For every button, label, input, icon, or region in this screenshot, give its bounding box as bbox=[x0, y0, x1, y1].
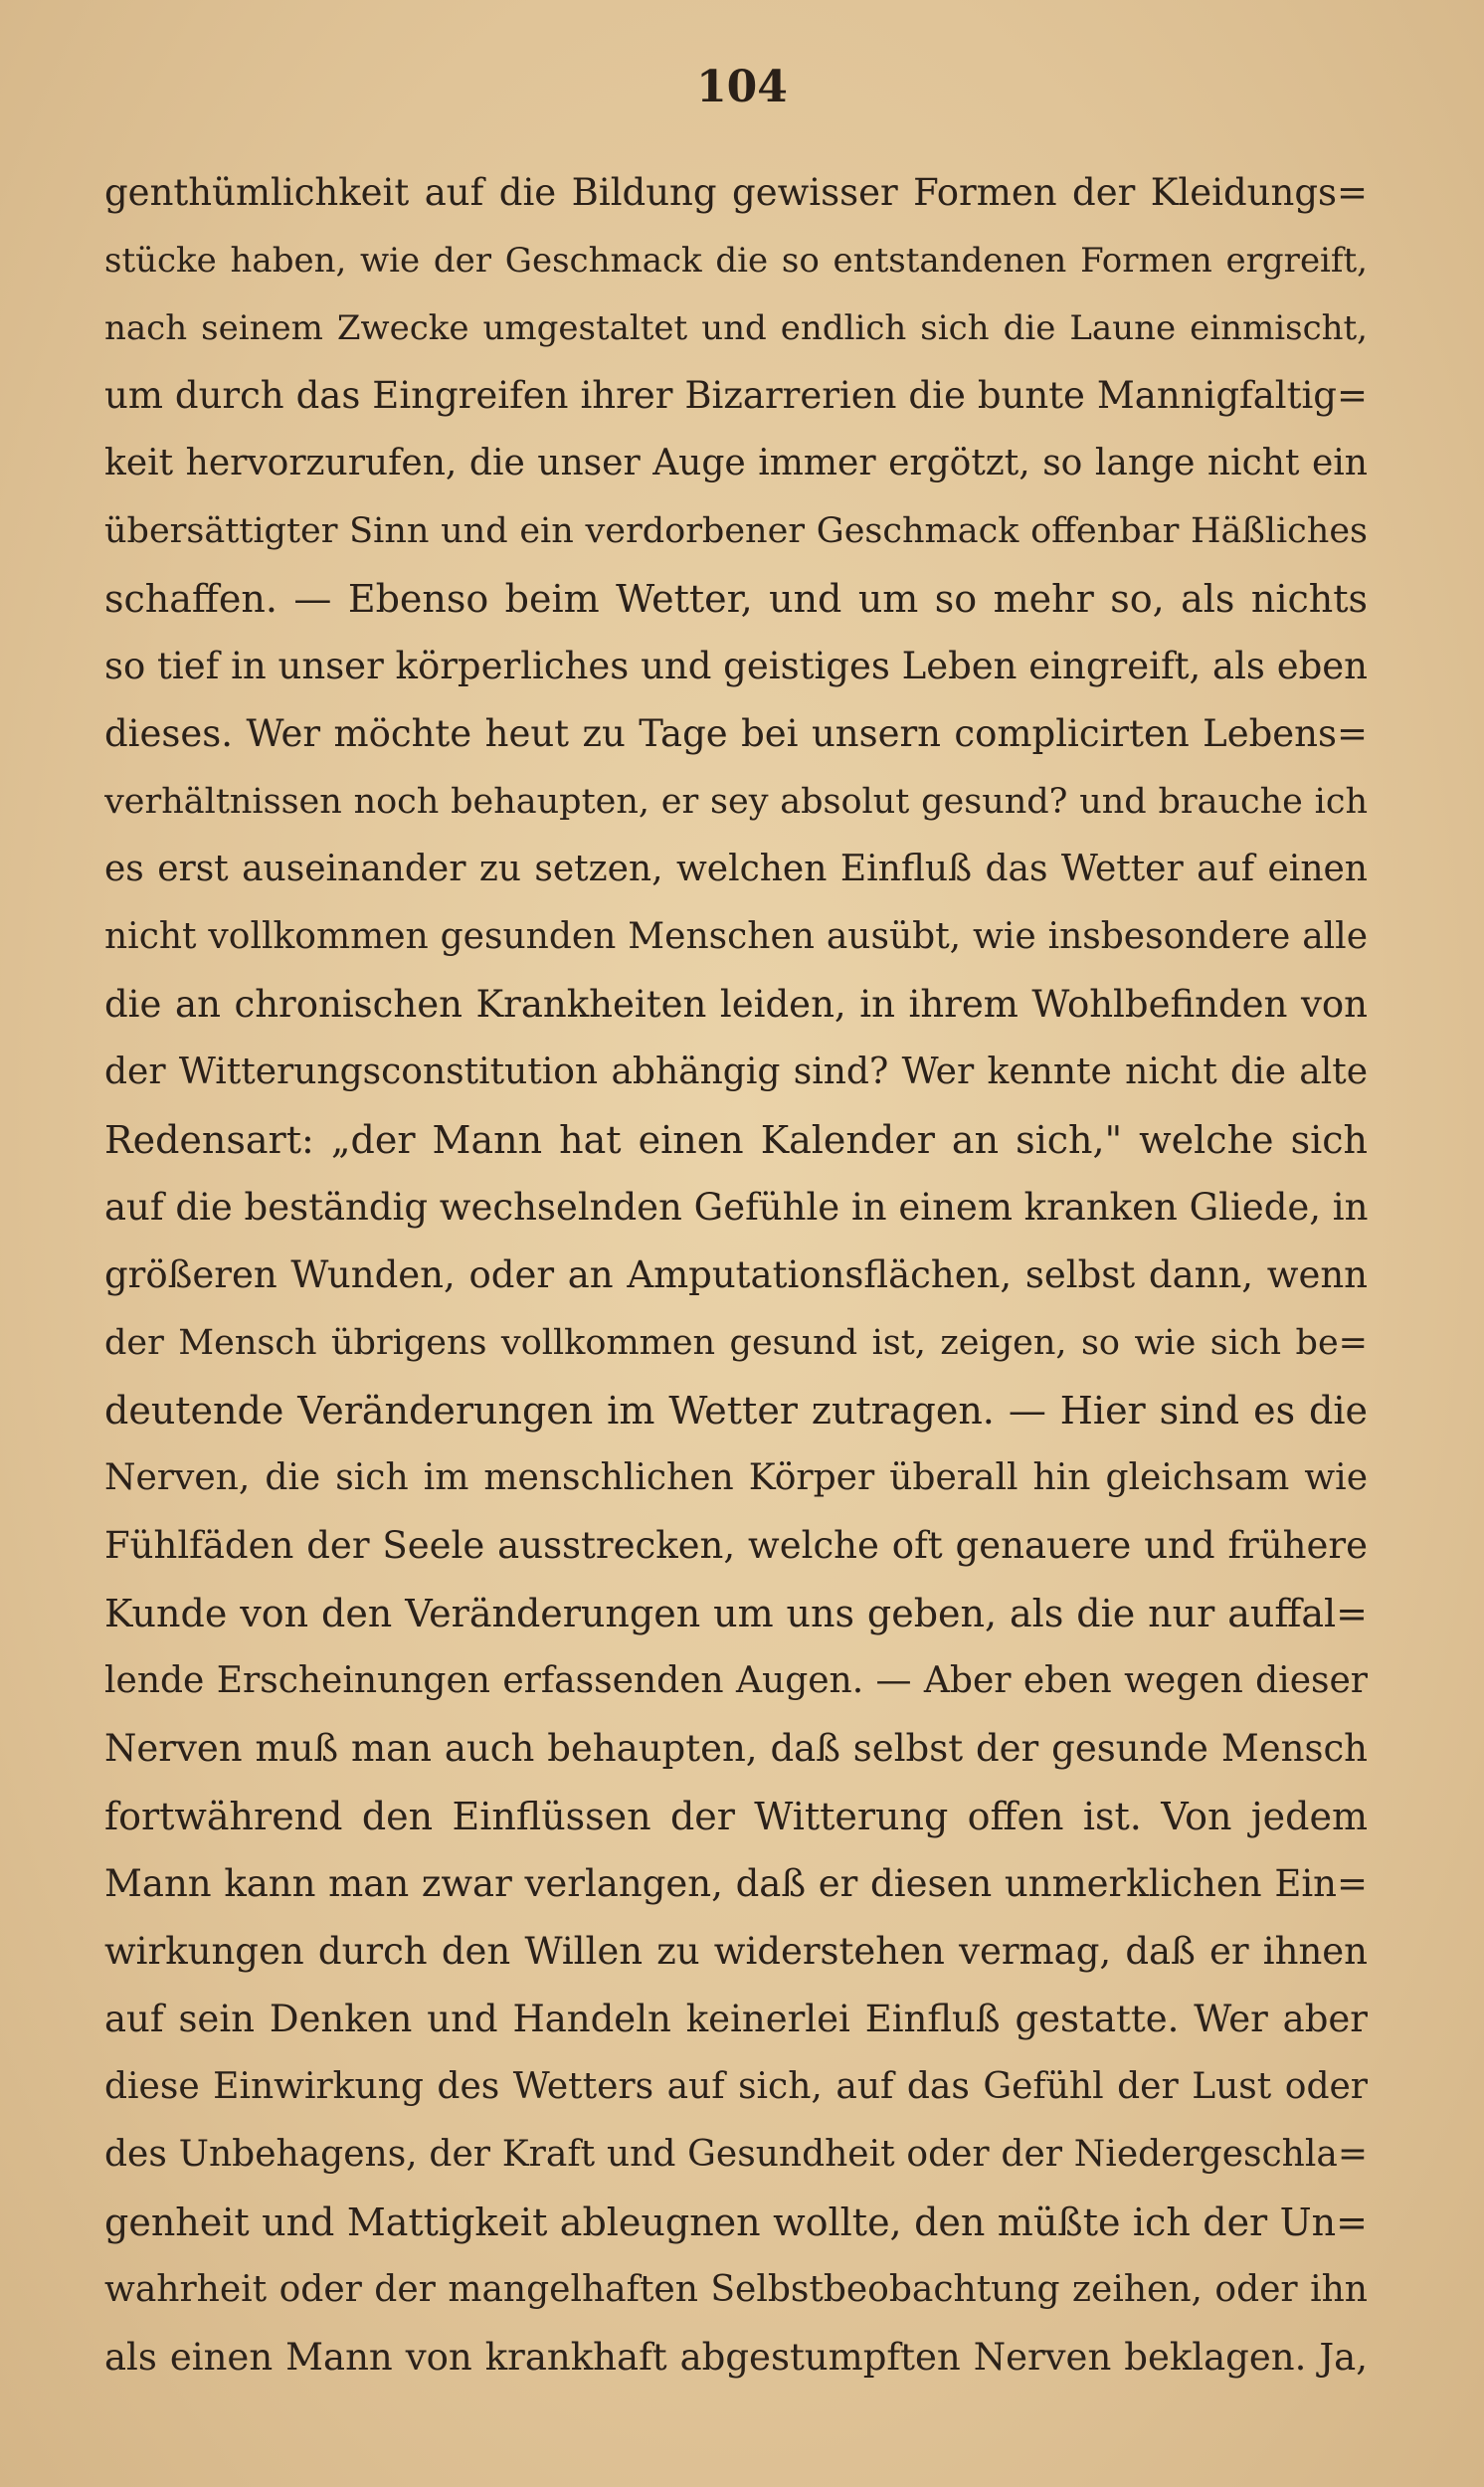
text-line: Redensart: „der Mann hat einen Kalender an sich," welche sich bbox=[104, 1118, 1368, 1162]
text-line: wahrheit oder der mangelhaften Selbstbeobachtung zeihen, oder ihn bbox=[104, 2269, 1368, 2310]
text-line: der Witterungsconstitution abhängig sind? Wer kennte nicht die alte bbox=[104, 1052, 1368, 1092]
text-line: nach seinem Zwecke umgestaltet und endlich sich die Laune einmischt, bbox=[104, 308, 1368, 348]
text-line: Mann kann man zwar verlangen, daß er diesen unmerklichen Ein= bbox=[104, 1862, 1368, 1905]
text-line: deutende Veränderungen im Wetter zutragen. — Hier sind es die bbox=[104, 1389, 1368, 1433]
text-line: stücke haben, wie der Geschmack die so entstandenen Formen ergreift, bbox=[104, 241, 1368, 281]
text-line: genheit und Mattigkeit ableugnen wollte, den müßte ich der Un= bbox=[104, 2200, 1368, 2244]
text-line: Fühlfäden der Seele ausstrecken, welche oft genauere und frühere bbox=[104, 1524, 1368, 1567]
text-line: diese Einwirkung des Wetters auf sich, auf das Gefühl der Lust oder bbox=[104, 2066, 1368, 2107]
text-line: auf sein Denken und Handeln keinerlei Einfluß gestatte. Wer aber bbox=[104, 1998, 1368, 2040]
text-line: es erst auseinander zu setzen, welchen Einfluß das Wetter auf einen bbox=[104, 849, 1368, 889]
text-line: dieses. Wer möchte heut zu Tage bei unsern complicirten Lebens= bbox=[104, 712, 1368, 755]
text-line: keit hervorzurufen, die unser Auge immer ergötzt, so lange nicht ein bbox=[104, 443, 1368, 483]
page-number: 104 bbox=[696, 62, 788, 112]
text-line: um durch das Eingreifen ihrer Bizarrerien die bunte Mannigfaltig= bbox=[104, 374, 1368, 417]
text-line: wirkungen durch den Willen zu widerstehen vermag, daß er ihnen bbox=[104, 1930, 1368, 1973]
text-line: die an chronischen Krankheiten leiden, in ihrem Wohlbefinden von bbox=[104, 983, 1368, 1026]
text-line: fortwährend den Einflüssen der Witterung offen ist. Von jedem bbox=[104, 1795, 1368, 1838]
text-line: schaffen. — Ebenso beim Wetter, und um so mehr so, als nichts bbox=[104, 577, 1368, 621]
text-line: übersättigter Sinn und ein verdorbener Geschmack offenbar Häßliches bbox=[104, 511, 1368, 551]
text-line: nicht vollkommen gesunden Menschen ausübt, wie insbesondere alle bbox=[104, 916, 1368, 957]
text-line: so tief in unser körperliches und geistiges Leben eingreift, als eben bbox=[104, 645, 1368, 687]
text-line: Kunde von den Veränderungen um uns geben, als die nur auffal= bbox=[104, 1592, 1368, 1635]
text-line: der Mensch übrigens vollkommen gesund ist, zeigen, so wie sich be= bbox=[104, 1323, 1368, 1363]
text-line: lende Erscheinungen erfassenden Augen. — Aber eben wegen dieser bbox=[104, 1660, 1368, 1701]
text-line: des Unbehagens, der Kraft und Gesundheit oder der Niedergeschla= bbox=[104, 2134, 1368, 2175]
text-line: verhältnissen noch behaupten, er sey absolut gesund? und brauche ich bbox=[104, 782, 1368, 822]
text-line: auf die beständig wechselnden Gefühle in einem kranken Gliede, in bbox=[104, 1186, 1368, 1229]
text-line: Nerven muß man auch behaupten, daß selbst der gesunde Mensch bbox=[104, 1727, 1368, 1770]
text-line: als einen Mann von krankhaft abgestumpften Nerven beklagen. Ja, bbox=[104, 2336, 1368, 2379]
text-line: genthümlichkeit auf die Bildung gewisser Formen der Kleidungs= bbox=[104, 171, 1368, 214]
body-text bbox=[104, 159, 1368, 2391]
text-line: Nerven, die sich im menschlichen Körper überall hin gleichsam wie bbox=[104, 1457, 1368, 1498]
text-line: größeren Wunden, oder an Amputationsflächen, selbst dann, wenn bbox=[104, 1253, 1368, 1296]
